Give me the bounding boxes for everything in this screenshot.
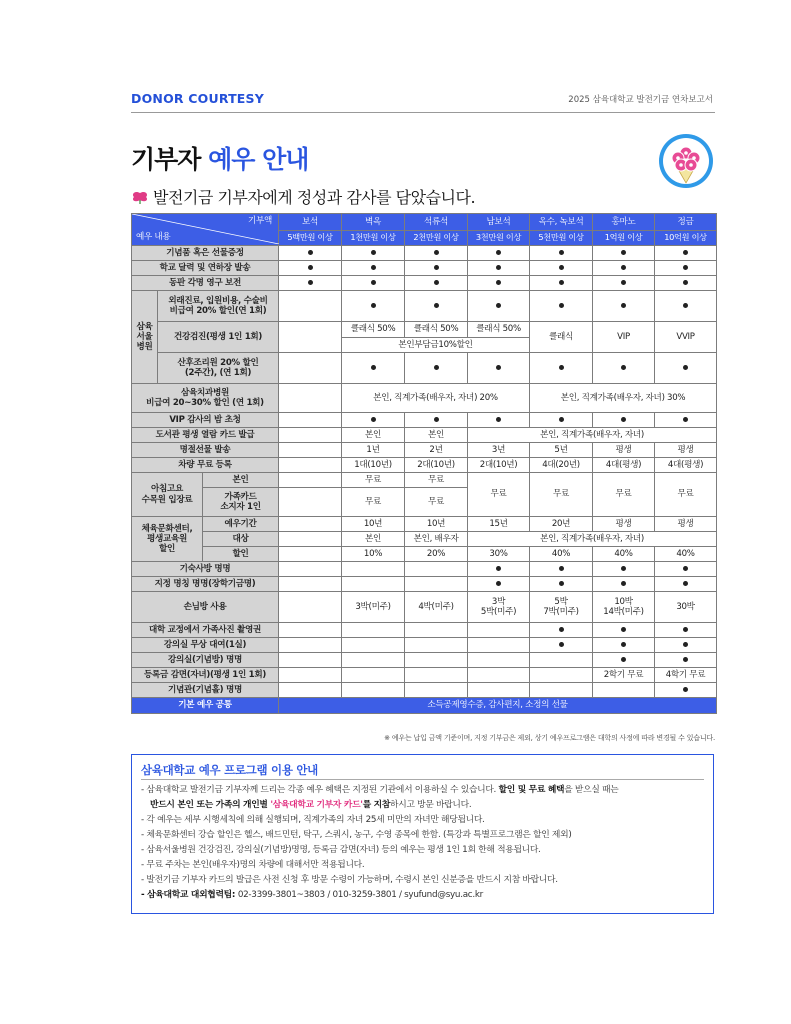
row-label: 기념관(기념홀) 명명 — [132, 683, 279, 698]
included-dot — [683, 627, 688, 632]
cell-value: 무료 — [468, 473, 530, 517]
included-dot — [621, 417, 626, 422]
cell-value: 무료 — [342, 473, 405, 488]
row-label: 학교 달력 및 연하장 발송 — [132, 261, 279, 276]
table-row — [132, 384, 717, 413]
list-item: - 체육문화센터 강습 할인은 헬스, 배드민턴, 탁구, 스쿼시, 농구, 수영 종목에 한함. (특강과 특별프로그램은 할인 제외) — [141, 830, 572, 840]
flower-icon — [131, 190, 149, 204]
table-row — [132, 623, 717, 638]
included-dot — [308, 265, 313, 270]
row-label: 강의실 무상 대여(1실) — [132, 638, 279, 653]
cell-value: 2대(10년) — [468, 458, 530, 473]
included-dot — [683, 687, 688, 692]
cell-value: 본인, 배우자 — [405, 532, 468, 547]
info-title: 삼육대학교 예우 프로그램 이용 안내 — [141, 763, 318, 777]
list-item: - 각 예우는 세부 시행세칙에 의해 실행되며, 직계가족의 자녀 25세 미만의 자녀만 해당됩니다. — [141, 815, 485, 825]
table-footnote: ※ 예우는 납입 금액 기준이며, 지정 기부금은 제외, 상기 예우프로그램은 대학의 사정에 따라 변경될 수 있습니다. — [384, 734, 715, 742]
row-label: 산후조리원 20% 할인 (2주간), (연 1회) — [158, 353, 279, 384]
cell-value: 40% — [593, 547, 655, 562]
table-row — [132, 577, 717, 592]
title-part2: 예우 안내 — [208, 145, 309, 174]
info-box — [131, 754, 714, 914]
included-dot — [496, 365, 501, 370]
list-item — [141, 888, 707, 903]
included-dot — [559, 280, 564, 285]
included-dot — [621, 657, 626, 662]
list-item — [141, 798, 707, 813]
donor-benefits-table — [131, 213, 717, 714]
tier-name: 정금 — [655, 214, 717, 231]
tier-name: 옥수, 녹보석 — [530, 214, 593, 231]
table-row — [132, 592, 717, 623]
tier-amount: 1억원 이상 — [593, 231, 655, 246]
info-emphasis: 반드시 본인 또는 가족의 개인별 — [150, 800, 271, 810]
table-row — [132, 353, 717, 384]
included-dot — [496, 303, 501, 308]
cell-value: 본인, 직계가족(배우자, 자녀) 20% — [342, 384, 530, 413]
tier-name: 보석 — [279, 214, 342, 231]
cell-value: 클래식 50% — [405, 322, 468, 338]
included-dot — [683, 265, 688, 270]
table-row — [132, 473, 717, 488]
included-dot — [621, 303, 626, 308]
included-dot — [371, 265, 376, 270]
cell-value: 4대(20년) — [530, 458, 593, 473]
included-dot — [434, 250, 439, 255]
table-row — [132, 322, 717, 338]
list-item — [141, 783, 707, 798]
subtitle-text: 발전기금 기부자에게 정성과 감사를 담았습니다. — [153, 188, 476, 207]
corner-amount-label: 기부액 — [248, 216, 273, 226]
row-label: 가족카드 소지자 1인 — [203, 488, 279, 517]
cell-value: 40% — [530, 547, 593, 562]
tier-amount: 5백만원 이상 — [279, 231, 342, 246]
tier-name: 석류석 — [405, 214, 468, 231]
included-dot — [434, 280, 439, 285]
row-label: 기념품 혹은 선물증정 — [132, 246, 279, 261]
tier-amount: 2천만원 이상 — [405, 231, 468, 246]
page-title — [131, 140, 308, 176]
row-label: 기본 예우 공통 — [132, 698, 279, 714]
included-dot — [621, 566, 626, 571]
info-text: 을 받으실 때는 — [564, 785, 619, 795]
tier-name: 남보석 — [468, 214, 530, 231]
included-dot — [559, 265, 564, 270]
table-corner-header — [132, 214, 279, 246]
included-dot — [683, 303, 688, 308]
cell-value: 10년 — [342, 517, 405, 532]
info-text: 하시고 방문 바랍니다. — [390, 800, 472, 810]
tier-amount: 10억원 이상 — [655, 231, 717, 246]
table-row — [132, 276, 717, 291]
included-dot — [621, 250, 626, 255]
cell-value: 무료 — [655, 473, 717, 517]
table-row — [132, 413, 717, 428]
cell-value: 본인, 직계가족(배우자, 자녀) 30% — [530, 384, 717, 413]
cell-value: 10% — [342, 547, 405, 562]
table-row — [132, 547, 717, 562]
cell-value: 평생 — [593, 517, 655, 532]
cell-value: 클래식 50% — [342, 322, 405, 338]
tier-name: 벽옥 — [342, 214, 405, 231]
cell-value: 5박 7박(미주) — [530, 592, 593, 623]
row-label: 예우기간 — [203, 517, 279, 532]
included-dot — [496, 417, 501, 422]
included-dot — [371, 303, 376, 308]
row-label: 본인 — [203, 473, 279, 488]
included-dot — [683, 417, 688, 422]
included-dot — [434, 365, 439, 370]
row-label: 도서관 평생 열람 카드 발급 — [132, 428, 279, 443]
page-subtitle — [131, 185, 475, 208]
cell-value: 무료 — [530, 473, 593, 517]
cell-value: 소득공제영수증, 감사편지, 소정의 선물 — [279, 698, 717, 714]
cell-value: 평생 — [655, 443, 717, 458]
cell-value: 평생 — [593, 443, 655, 458]
included-dot — [308, 250, 313, 255]
included-dot — [559, 642, 564, 647]
table-row — [132, 458, 717, 473]
cell-value: 20% — [405, 547, 468, 562]
info-list — [141, 783, 707, 903]
included-dot — [559, 581, 564, 586]
cell-value: 40% — [655, 547, 717, 562]
included-dot — [559, 303, 564, 308]
info-divider — [141, 779, 704, 780]
cell-value: VIP — [593, 322, 655, 353]
cell-value: 2년 — [405, 443, 468, 458]
cell-value: 30% — [468, 547, 530, 562]
cell-value: 본인 — [342, 532, 405, 547]
row-label: 강의실(기념방) 명명 — [132, 653, 279, 668]
included-dot — [559, 365, 564, 370]
table-row — [132, 532, 717, 547]
included-dot — [683, 566, 688, 571]
row-label: 차량 무료 등록 — [132, 458, 279, 473]
contact-label: - 삼육대학교 대외협력팀: — [141, 890, 238, 900]
tier-amount: 1천만원 이상 — [342, 231, 405, 246]
cell-value: 4학기 무료 — [655, 668, 717, 683]
included-dot — [559, 250, 564, 255]
flower-bouquet-icon — [658, 133, 714, 189]
cell-value: 본인, 직계가족(배우자, 자녀) — [468, 532, 717, 547]
row-label: 명절선물 발송 — [132, 443, 279, 458]
table-row — [132, 683, 717, 698]
included-dot — [683, 250, 688, 255]
table-row — [132, 562, 717, 577]
table-row — [132, 291, 717, 322]
table-row — [132, 261, 717, 276]
cell-value: VVIP — [655, 322, 717, 353]
table-row — [132, 517, 717, 532]
included-dot — [434, 265, 439, 270]
included-dot — [621, 581, 626, 586]
table-row — [132, 698, 717, 714]
row-label: 외래진료, 입원비용, 수술비 비급여 20% 할인(연 1회) — [158, 291, 279, 322]
row-label: 지정 명칭 명명(장학기금명) — [132, 577, 279, 592]
cell-value: 15년 — [468, 517, 530, 532]
arboretum-group-label: 아침고요 수목원 입장료 — [132, 473, 203, 517]
included-dot — [371, 280, 376, 285]
table-row — [132, 443, 717, 458]
cell-value: 4대(평생) — [593, 458, 655, 473]
included-dot — [621, 365, 626, 370]
included-dot — [683, 581, 688, 586]
row-label: VIP 감사의 밤 초청 — [132, 413, 279, 428]
tier-amount: 3천만원 이상 — [468, 231, 530, 246]
cell-value: 평생 — [655, 517, 717, 532]
table-row — [132, 653, 717, 668]
list-item: - 무료 주차는 본인(배우자)명의 차량에 대해서만 적용됩니다. — [141, 860, 365, 870]
table-row — [132, 668, 717, 683]
cell-value: 10박 14박(미주) — [593, 592, 655, 623]
cell-value: 20년 — [530, 517, 593, 532]
row-label: 기숙사방 명명 — [132, 562, 279, 577]
cell-value: 2학기 무료 — [593, 668, 655, 683]
included-dot — [683, 365, 688, 370]
cell-value: 무료 — [405, 473, 468, 488]
row-label: 대학 교정에서 가족사진 촬영권 — [132, 623, 279, 638]
info-text: - 삼육대학교 발전기금 기부자께 드리는 각종 예우 혜택은 지정된 기관에서 이용하실 수 있습니다. — [141, 785, 499, 795]
row-label: 건강검진(평생 1인 1회) — [158, 322, 279, 353]
cell-value: 4대(평생) — [655, 458, 717, 473]
cell-value: 무료 — [405, 488, 468, 517]
cell-value: 본인, 직계가족(배우자, 자녀) — [468, 428, 717, 443]
included-dot — [621, 627, 626, 632]
row-label: 동판 각명 영구 보전 — [132, 276, 279, 291]
cell-value: 본인부담금10%할인 — [342, 338, 530, 353]
cell-value: 5년 — [530, 443, 593, 458]
cell-value: 3박 5박(미주) — [468, 592, 530, 623]
list-item: - 삼육서울병원 건강검진, 강의실(기념방)명명, 등록금 감면(자녀) 등의 예우는 평생 1인 1회 한해 적용됩니다. — [141, 845, 541, 855]
included-dot — [496, 280, 501, 285]
cell-value: 10년 — [405, 517, 468, 532]
included-dot — [621, 642, 626, 647]
row-label: 삼육치과병원 비급여 20~30% 할인 (연 1회) — [132, 384, 279, 413]
included-dot — [434, 303, 439, 308]
info-emphasis: 를 지참 — [362, 800, 391, 810]
contact-info: 02-3399-3801~3803 / 010-3259-3801 / syufund@syu.ac.kr — [237, 890, 483, 900]
row-label: 대상 — [203, 532, 279, 547]
included-dot — [371, 365, 376, 370]
cell-value: 클래식 50% — [468, 322, 530, 338]
row-label: 손님방 사용 — [132, 592, 279, 623]
cell-value: 클래식 — [530, 322, 593, 353]
included-dot — [559, 566, 564, 571]
cell-value: 무료 — [593, 473, 655, 517]
included-dot — [308, 280, 313, 285]
info-emphasis: 할인 및 무료 혜택 — [498, 785, 565, 795]
list-item: - 발전기금 기부자 카드의 발급은 사전 신청 후 방문 수령이 가능하며, 수령시 본인 신분증을 반드시 지참 바랍니다. — [141, 875, 558, 885]
section-label: DONOR COURTESY — [131, 91, 265, 106]
cell-value: 무료 — [342, 488, 405, 517]
included-dot — [496, 250, 501, 255]
sports-group-label: 체육문화센터, 평생교육원 할인 — [132, 517, 203, 562]
included-dot — [496, 265, 501, 270]
row-label: 할인 — [203, 547, 279, 562]
cell-value: 1년 — [342, 443, 405, 458]
table-row — [132, 638, 717, 653]
cell-value: 1대(10년) — [342, 458, 405, 473]
tier-name: 홍마노 — [593, 214, 655, 231]
cell-value: 본인 — [342, 428, 405, 443]
cell-value: 3년 — [468, 443, 530, 458]
included-dot — [434, 417, 439, 422]
included-dot — [496, 581, 501, 586]
included-dot — [683, 642, 688, 647]
cell-value: 4박(미주) — [405, 592, 468, 623]
included-dot — [371, 417, 376, 422]
header-divider — [131, 112, 715, 113]
included-dot — [683, 280, 688, 285]
included-dot — [621, 280, 626, 285]
included-dot — [371, 250, 376, 255]
corner-benefit-label: 예우 내용 — [136, 231, 171, 242]
included-dot — [559, 627, 564, 632]
title-part1: 기부자 — [131, 145, 209, 174]
tier-amount: 5천만원 이상 — [530, 231, 593, 246]
donor-card-highlight: '삼육대학교 기부자 카드' — [270, 800, 363, 810]
included-dot — [559, 417, 564, 422]
included-dot — [683, 657, 688, 662]
cell-value: 3박(미주) — [342, 592, 405, 623]
cell-value: 본인 — [405, 428, 468, 443]
table-row — [132, 428, 717, 443]
report-title: 2025 삼육대학교 발전기금 연차보고서 — [568, 95, 713, 105]
included-dot — [496, 566, 501, 571]
table-row — [132, 246, 717, 261]
row-label: 등록금 감면(자녀)(평생 1인 1회) — [132, 668, 279, 683]
included-dot — [621, 265, 626, 270]
hospital-group-label: 삼육 서울 병원 — [132, 291, 158, 384]
cell-value: 2대(10년) — [405, 458, 468, 473]
cell-value: 30박 — [655, 592, 717, 623]
